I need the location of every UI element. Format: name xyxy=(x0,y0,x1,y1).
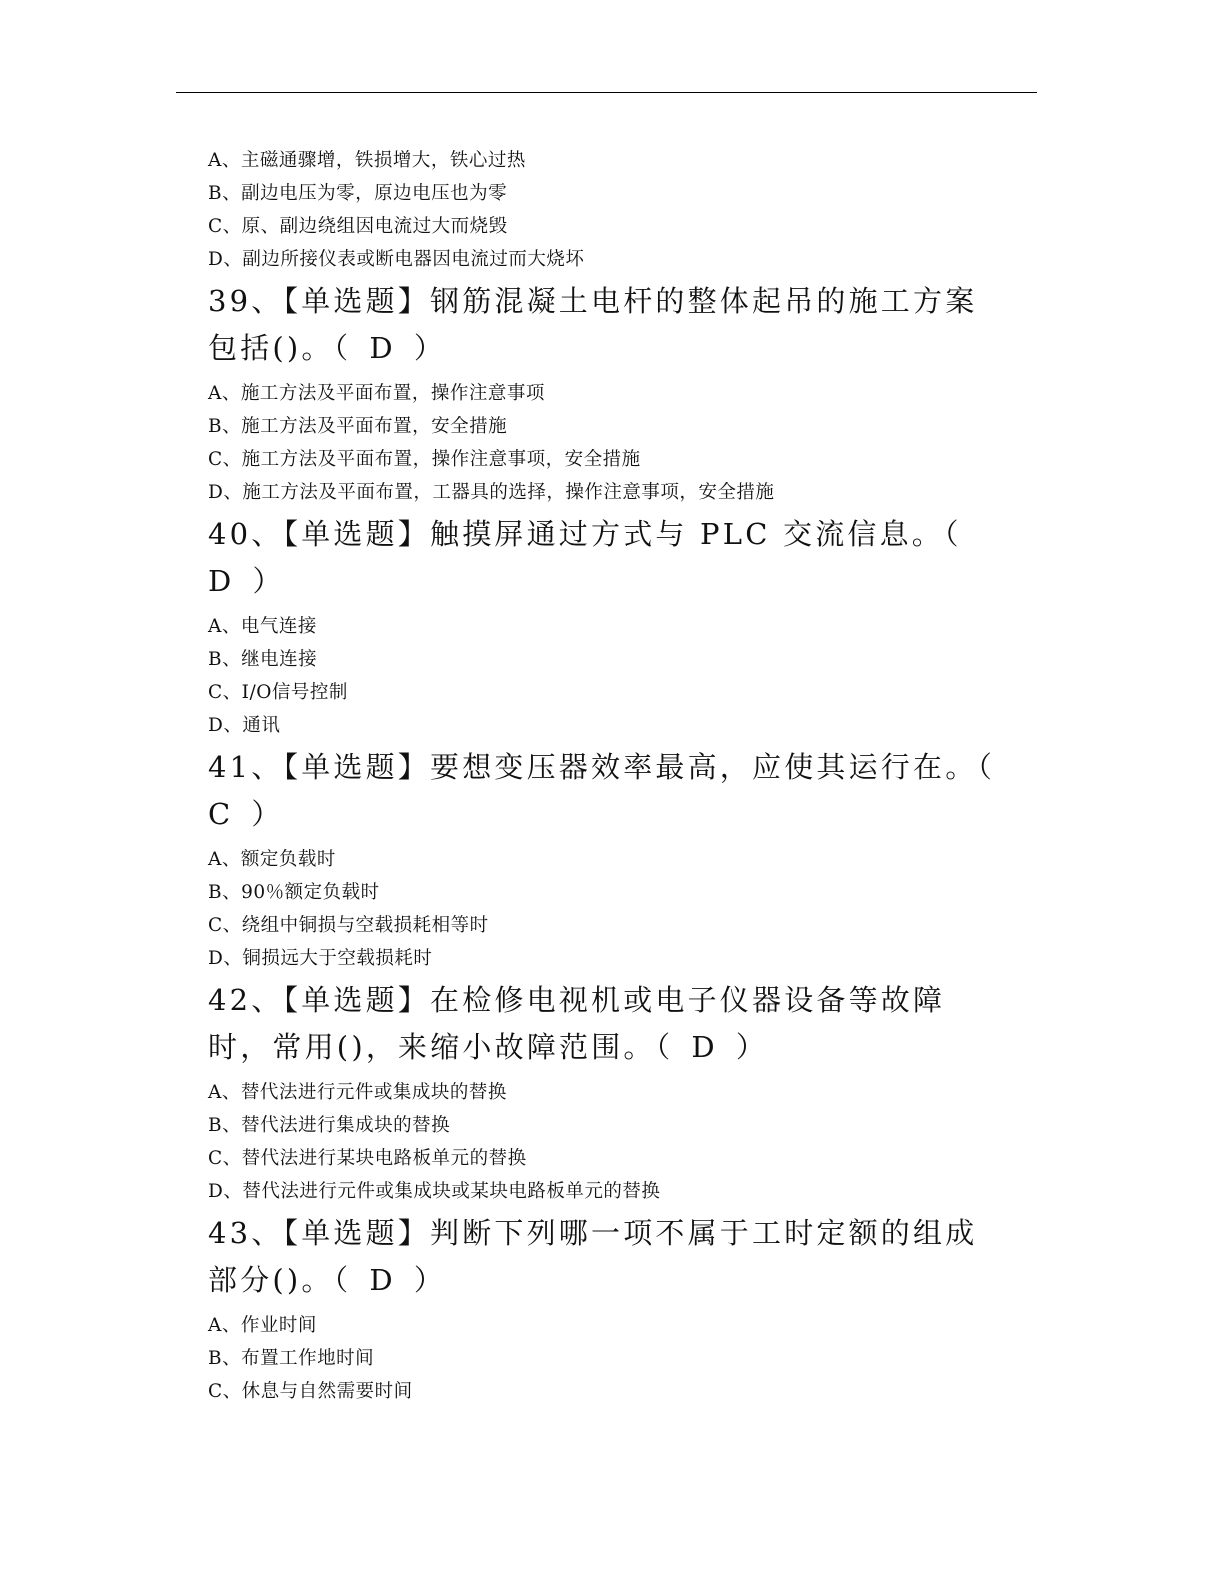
option-c: C、施工方法及平面布置，操作注意事项，安全措施 xyxy=(208,449,641,470)
option-b: B、替代法进行集成块的替换 xyxy=(208,1115,451,1136)
option-d: D、施工方法及平面布置，工器具的选择，操作注意事项，安全措施 xyxy=(208,482,775,503)
option-b: B、副边电压为零，原边电压也为零 xyxy=(208,183,508,204)
option-d: D、替代法进行元件或集成块或某块电路板单元的替换 xyxy=(208,1181,661,1202)
answer: （ D ） xyxy=(333,1263,449,1297)
question-41 xyxy=(208,744,1008,838)
header-rule xyxy=(176,92,1037,93)
option-d: D、通讯 xyxy=(208,715,281,736)
option-b: B、施工方法及平面布置，安全措施 xyxy=(208,416,508,437)
option-c: C、绕组中铜损与空载损耗相等时 xyxy=(208,915,489,936)
question-43 xyxy=(208,1210,1008,1304)
answer: （ D ） xyxy=(208,517,965,598)
answer: （ C ） xyxy=(208,750,998,831)
option-c: C、休息与自然需要时间 xyxy=(208,1381,413,1402)
option-b: B、继电连接 xyxy=(208,649,318,670)
answer: （ D ） xyxy=(655,1030,771,1064)
option-a: A、主磁通骤增，铁损增大，铁心过热 xyxy=(208,150,526,171)
question-text: 42、【单选题】在检修电视机或电子仪器设备等故障时，常用()，来缩小故障范围。 xyxy=(208,983,946,1064)
answer: （ D ） xyxy=(333,331,449,365)
question-42 xyxy=(208,977,1008,1071)
option-d: D、铜损远大于空载损耗时 xyxy=(208,948,433,969)
option-a: A、额定负载时 xyxy=(208,849,336,870)
option-c: C、I/O信号控制 xyxy=(208,682,348,703)
option-b: B、90％额定负载时 xyxy=(208,882,380,903)
option-a: A、电气连接 xyxy=(208,616,317,637)
option-a: A、替代法进行元件或集成块的替换 xyxy=(208,1082,507,1103)
question-text: 43、【单选题】判断下列哪一项不属于工时定额的组成部分()。 xyxy=(208,1216,978,1297)
option-a: A、施工方法及平面布置，操作注意事项 xyxy=(208,383,545,404)
question-text: 39、【单选题】钢筋混凝土电杆的整体起吊的施工方案包括()。 xyxy=(208,284,978,365)
option-c: C、替代法进行某块电路板单元的替换 xyxy=(208,1148,527,1169)
question-text: 41、【单选题】要想变压器效率最高，应使其运行在。 xyxy=(208,750,978,784)
option-b: B、布置工作地时间 xyxy=(208,1348,375,1369)
question-40 xyxy=(208,511,1008,605)
question-text: 40、【单选题】触摸屏通过方式与 PLC 交流信息。 xyxy=(208,517,944,551)
question-39 xyxy=(208,278,1008,372)
option-d: D、副边所接仪表或断电器因电流过而大烧坏 xyxy=(208,249,585,270)
option-c: C、原、副边绕组因电流过大而烧毁 xyxy=(208,216,508,237)
question-list xyxy=(208,144,1008,1408)
option-a: A、作业时间 xyxy=(208,1315,317,1336)
